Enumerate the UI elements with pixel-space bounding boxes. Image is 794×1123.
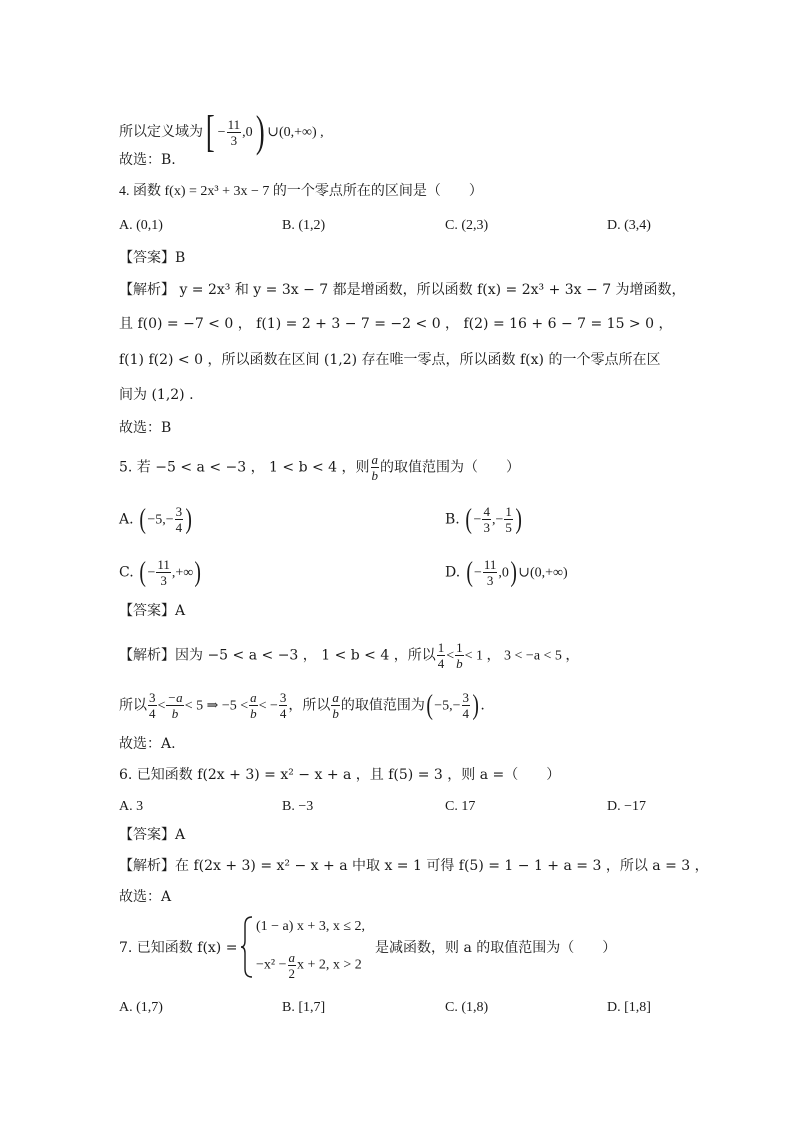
q6-choose: 故选：A	[119, 889, 172, 905]
q6-option-a: A. 3	[119, 799, 144, 814]
choose-line: 故选：B.	[119, 152, 176, 168]
q4-explanation-1: 【解析】 y = 2x³ 和 y = 3x − 7 都是增函数，所以函数 f(x) = 2x³ + 3x − 7 为增函数，	[119, 282, 686, 298]
question-6-stem: 6. 已知函数 f(2x + 3) = x² − x + a ，且 f(5) = 3 ，则 a =（ ）	[119, 767, 561, 783]
q4-explanation-2: 且 f(0) = −7 < 0 ， f(1) = 2 + 3 − 7 = −2 < 0 ， f(2) = 16 + 6 − 7 = 15 > 0 ，	[119, 316, 673, 332]
q4-choose: 故选：B	[119, 420, 172, 436]
domain-line: 所以定义域为[ − $\frac{11}{3}$ ,0) ∪(0,+∞) ,	[119, 107, 324, 156]
question-4-stem: 4. 函数 f(x) = 2x³ + 3x − 7 的一个零点所在的区间是（ ）	[119, 184, 483, 199]
q6-option-d: D. −17	[607, 799, 647, 814]
q7-case-1: (1 − a) x + 3, x ≤ 2,	[256, 919, 366, 934]
q7-option-d: D. [1,8]	[607, 1000, 651, 1015]
q4-option-c: C. (2,3)	[445, 218, 489, 233]
q6-option-b: B. −3	[282, 799, 314, 814]
q7-option-a: A. (1,7)	[119, 1000, 163, 1015]
question-7-stem: 7. 已知函数 f(x) =	[119, 940, 238, 956]
q5-choose: 故选：A.	[119, 736, 176, 752]
q7-option-b: B. [1,7]	[282, 1000, 326, 1015]
q7-case-2: −x² − $\frac{a}{2}$ x + 2, x > 2	[256, 950, 362, 981]
q4-option-b: B. (1,2)	[282, 218, 326, 233]
q4-option-a: A. (0,1)	[119, 218, 163, 233]
q5-option-c: C. (− $\frac{11}{3}$ ,+∞)	[119, 556, 202, 588]
q4-explanation-3: f(1) f(2) < 0 ，所以函数在区间 (1,2) 存在唯一零点，所以函数 f(x) 的一个零点所在区	[119, 352, 661, 368]
q5-answer: 【答案】A	[119, 603, 186, 619]
q6-option-c: C. 17	[445, 799, 476, 814]
piecewise-brace	[240, 915, 254, 979]
q6-explanation-1: 【解析】在 f(2x + 3) = x² − x + a 中取 x = 1 可得 f(5) = 1 − 1 + a = 3 ，所以 a = 3 ，	[119, 858, 709, 874]
q5-option-b: B. (− $\frac{4}{3}$ ,− $\frac{1}{5}$ )	[445, 503, 522, 535]
q4-explanation-4: 间为 (1,2) .	[119, 387, 194, 403]
q5-option-d: D. (− $\frac{11}{3}$ ,0)∪(0,+∞)	[445, 556, 568, 588]
q6-answer: 【答案】A	[119, 827, 186, 843]
q5-option-a: A. (−5,− $\frac{3}{4}$ )	[119, 503, 193, 535]
fraction: $\frac{11}{3}$	[227, 116, 241, 148]
q4-answer: 【答案】B	[119, 250, 186, 266]
q5-explanation-1: 【解析】因为 −5 < a < −3 ， 1 < b < 4 ，所以 $\frac{1}{4}$ < $\frac{1}{b}$ < 1 ， 3 < −a < 5 ，	[119, 640, 580, 671]
q7-stem-tail: 是减函数，则 a 的取值范围为（ ）	[375, 940, 617, 956]
q5-explanation-2: 所以 $\frac{3}{4}$ < $\frac{-a}{b}$ < 5 ⇒ −5 < $\frac{a}{b}$ < − $\frac{3}{4}$ ，所以 $\frac{a}{b}$ 的取值范围为(−5,− $\frac{3}{4}$ ).	[119, 689, 485, 721]
question-5-stem: 5. 若 −5 < a < −3 ， 1 < b < 4 ，则 $\frac{a}{b}$ 的取值范围为（ ）	[119, 452, 521, 483]
q4-option-d: D. (3,4)	[607, 218, 651, 233]
q7-option-c: C. (1,8)	[445, 1000, 489, 1015]
